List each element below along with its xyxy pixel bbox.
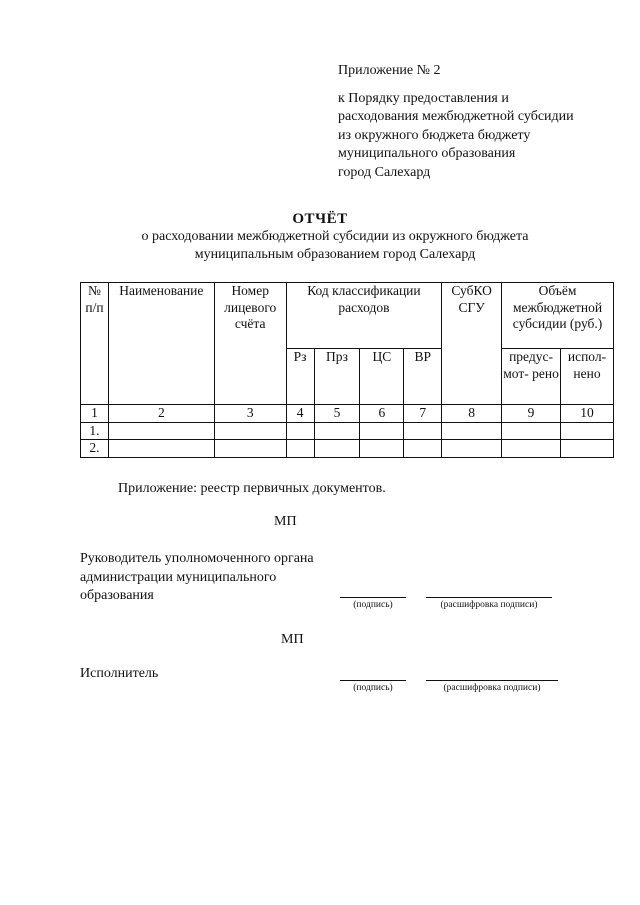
appendix-block <box>338 62 574 182</box>
signature-caption: (подпись) <box>353 683 393 693</box>
col-number: 8 <box>442 405 502 423</box>
signature-caption: (подпись) <box>353 600 393 610</box>
col-number: 3 <box>214 405 286 423</box>
header-prz: Прз <box>314 349 360 405</box>
header-planned: предус- мот- рено <box>502 349 561 405</box>
header-account: Номер лицевого счёта <box>214 283 286 405</box>
header-num: № п/п <box>81 283 109 405</box>
signature-line <box>340 597 406 598</box>
header-cs: ЦС <box>360 349 404 405</box>
decoding-caption: (расшифровка подписи) <box>440 600 538 610</box>
col-number: 5 <box>314 405 360 423</box>
appendix-line: город Салехард <box>338 164 431 180</box>
executor-label: Исполнитель <box>80 666 159 681</box>
row-number: 2. <box>81 440 109 458</box>
header-code: Код классификации расходов <box>286 283 442 349</box>
col-number: 4 <box>286 405 314 423</box>
report-subtitle-line: о расходовании межбюджетной субсидии из окружного бюджета <box>141 229 529 244</box>
header-vr: ВР <box>404 349 442 405</box>
signature-line <box>340 680 406 681</box>
header-rz: Рз <box>286 349 314 405</box>
signatory-line: образования <box>80 588 154 603</box>
col-number: 2 <box>108 405 214 423</box>
stamp-placeholder: МП <box>281 632 304 647</box>
signatory-title <box>80 550 314 606</box>
decoding-line <box>426 597 552 598</box>
col-number: 6 <box>360 405 404 423</box>
appendix-line: муниципального образования <box>338 146 516 161</box>
col-number: 9 <box>502 405 561 423</box>
column-numbers-row <box>81 405 614 423</box>
attachment-note: Приложение: реестр первичных документов. <box>118 481 386 496</box>
report-table <box>80 282 614 458</box>
header-executed: испол- нено <box>560 349 613 405</box>
table-row <box>81 422 614 440</box>
report-subtitle-line: муниципальным образованием город Салехард <box>194 247 476 262</box>
col-number: 7 <box>404 405 442 423</box>
header-subkosgu: СубКО СГУ <box>442 283 502 405</box>
table-row <box>81 440 614 458</box>
signatory-line: Руководитель уполномоченного органа <box>80 551 314 566</box>
report-heading: ОТЧЁТ <box>292 211 348 227</box>
decoding-line <box>426 680 558 681</box>
decoding-caption: (расшифровка подписи) <box>443 683 541 693</box>
stamp-placeholder: МП <box>274 514 297 529</box>
document-title <box>0 210 640 264</box>
col-number: 10 <box>560 405 613 423</box>
appendix-number: Приложение № 2 <box>338 63 441 78</box>
appendix-line: из окружного бюджета бюджету <box>338 127 531 143</box>
col-number: 1 <box>81 405 109 423</box>
signatory-line: администрации муниципального <box>80 569 277 585</box>
header-volume: Объём межбюджетной субсидии (руб.) <box>502 283 614 349</box>
row-number: 1. <box>81 422 109 440</box>
appendix-line: к Порядку предоставления и <box>338 90 509 106</box>
header-name: Наименование <box>108 283 214 405</box>
appendix-line: расходования межбюджетной субсидии <box>338 109 574 124</box>
